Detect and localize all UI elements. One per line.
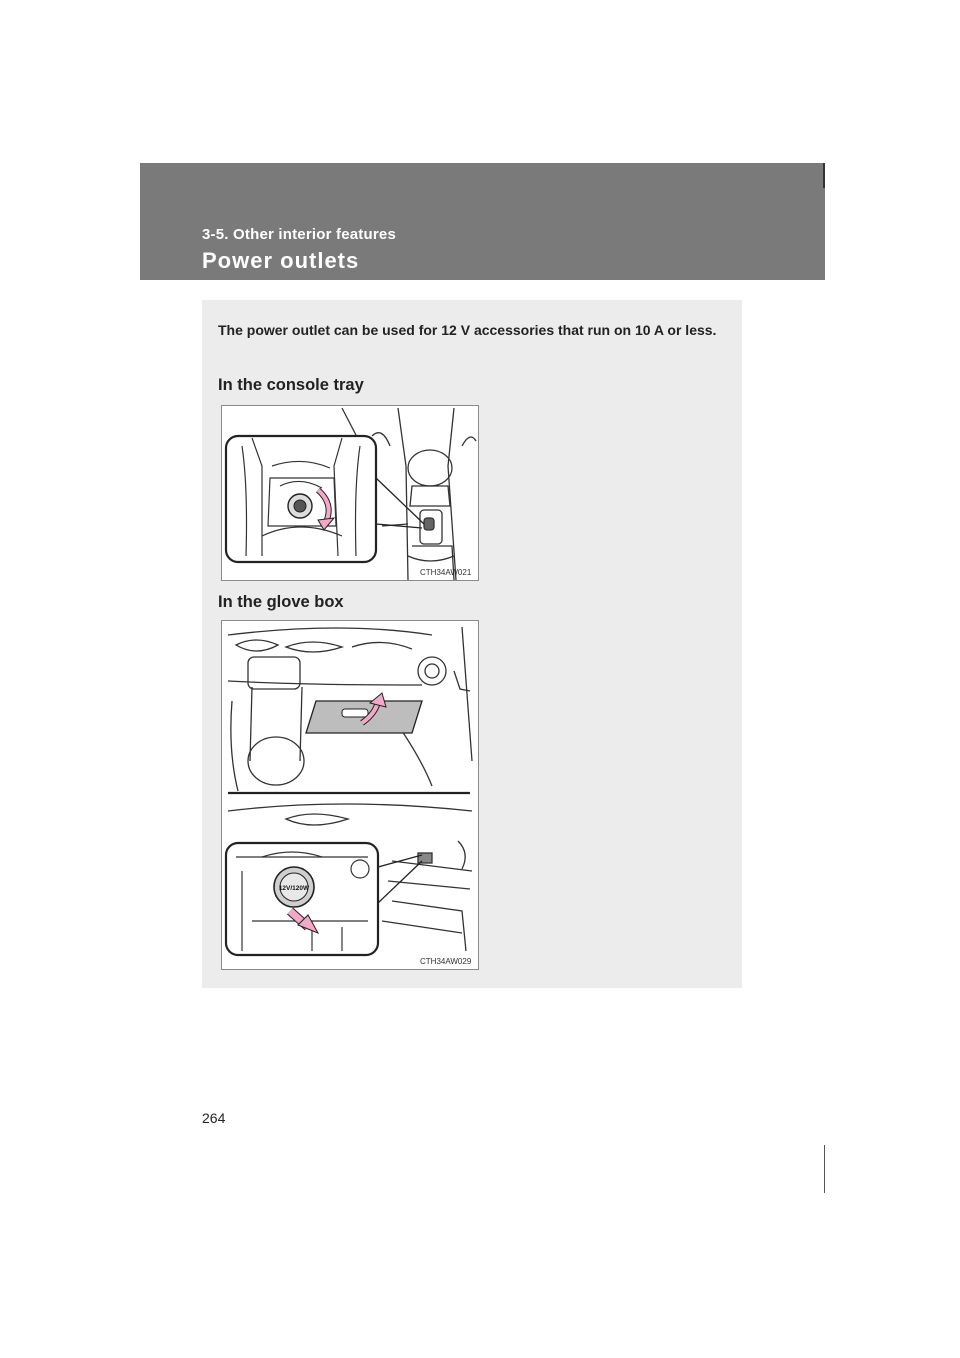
console-tray-illustration — [221, 405, 479, 581]
glove-box-illustration — [221, 620, 479, 970]
page-title: Power outlets — [202, 248, 360, 273]
figure-code-2: CTH34AW029 — [420, 957, 472, 966]
section-label: 3-5. Other interior features — [202, 226, 396, 243]
intro-text: The power outlet can be used for 12 V accessories that run on 10 A or less. — [218, 322, 717, 338]
outlet-marking: 12V/120W — [278, 885, 310, 892]
glove-box-heading: In the glove box — [218, 593, 344, 611]
footer-mark — [824, 1145, 825, 1193]
console-tray-heading: In the console tray — [218, 376, 364, 394]
corner-mark — [823, 163, 825, 188]
figure-code-1: CTH34AW021 — [420, 568, 472, 577]
page-number: 264 — [202, 1110, 226, 1126]
